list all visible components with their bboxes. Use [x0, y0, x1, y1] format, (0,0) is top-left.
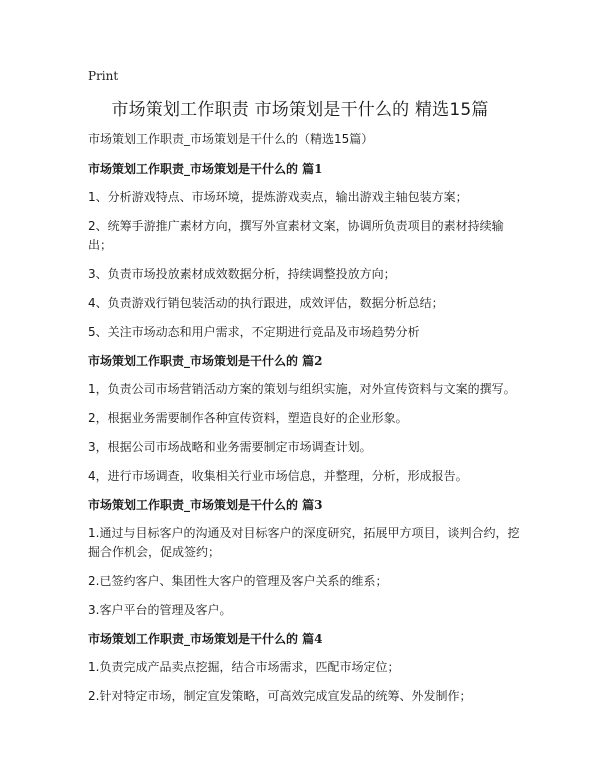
section-3 [88, 496, 522, 620]
page-title: 市场策划工作职责 市场策划是干什么的 精选15篇 [111, 100, 489, 120]
list-item: 3.客户平台的管理及客户。 [88, 603, 232, 617]
list-item: 3，根据公司市场战略和业务需要制定市场调查计划。 [88, 440, 372, 454]
list-item: 4，进行市场调查，收集相关行业市场信息，并整理，分析，形成报告。 [88, 469, 468, 483]
document-body [88, 130, 522, 716]
list-item: 1，负责公司市场营销活动方案的策划与组织实施，对外宣传资料与文案的撰写。 [88, 382, 516, 396]
list-item: 2.已签约客户、集团性大客户的管理及客户关系的维系； [88, 574, 388, 588]
list-item: 3、负责市场投放素材成效数据分析，持续调整投放方向； [88, 267, 396, 281]
list-item: 2、统筹手游推广素材方向，撰写外宣素材文案，协调所负责项目的素材持续输出； [88, 219, 504, 252]
print-link[interactable]: Print [88, 69, 119, 83]
section-1 [88, 160, 522, 342]
list-item: 1.负责完成产品卖点挖掘，结合市场需求，匹配市场定位； [88, 660, 400, 674]
section-heading: 市场策划工作职责_市场策划是干什么的 篇3 [88, 498, 323, 512]
list-item: 5、关注市场动态和用户需求，不定期进行竞品及市场趋势分析 [88, 325, 420, 339]
list-item: 2.针对特定市场，制定宣发策略，可高效完成宣发品的统筹、外发制作； [88, 689, 472, 703]
section-heading: 市场策划工作职责_市场策划是干什么的 篇2 [88, 354, 323, 368]
section-heading: 市场策划工作职责_市场策划是干什么的 篇4 [88, 632, 323, 646]
document-subtitle: 市场策划工作职责_市场策划是干什么的（精选15篇） [88, 132, 374, 146]
section-2 [88, 352, 522, 486]
section-heading: 市场策划工作职责_市场策划是干什么的 篇1 [88, 162, 323, 176]
list-item: 2，根据业务需要制作各种宣传资料，塑造良好的企业形象。 [88, 411, 408, 425]
section-4 [88, 630, 522, 706]
list-item: 1、分析游戏特点、市场环境，提炼游戏卖点，输出游戏主轴包装方案； [88, 190, 468, 204]
list-item: 1.通过与目标客户的沟通及对目标客户的深度研究，拓展甲方项目，谈判合约，挖掘合作机会，促成签约； [88, 526, 520, 559]
list-item: 4、负责游戏行销包装活动的执行跟进，成效评估，数据分析总结； [88, 296, 444, 310]
